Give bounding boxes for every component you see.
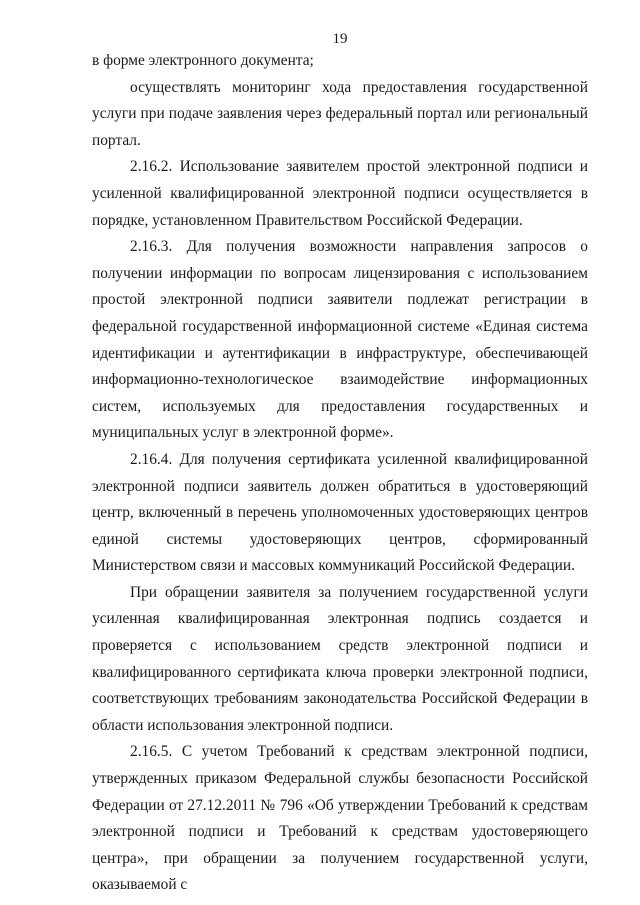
paragraph-2-16-4: 2.16.4. Для получения сертификата усиленной квалифицированной электронной подписи заявитель должен обратиться в удостоверяющий центр, включенный в перечень уполномоченных удостоверяющих центров единой системы удостоверяющих центров, сформированный Министерством связи и массовых коммуникаций Российской Федерации.: [92, 450, 588, 575]
paragraph-continuation: в форме электронного документа;: [92, 52, 314, 69]
paragraph-2-16-2: 2.16.2. Использование заявителем простой электронной подписи и усиленной квалифицированной электронной подписи осуществляется в порядке, установленном Правительством Российской Федерации.: [92, 158, 588, 229]
paragraph-signature-verification: При обращении заявителя за получением государственной услуги усиленная квалифицированная электронная подпись создается и проверяется с использованием средств электронной подписи и квалифицированного сертификата ключа проверки электронной подписи, соответствующих требованиям законодательства Российской Федерации в области использования электронной подписи.: [92, 583, 588, 734]
page-number: 19: [332, 31, 348, 47]
paragraph-2-16-5: 2.16.5. С учетом Требований к средствам электронной подписи, утвержденных приказом Федеральной службы безопасности Российской Федерации от 27.12.2011 № 796 «Об утверждении Требований к средствам электронной подписи и Требований к средствам удостоверяющего центра», при обращении за получением государственной услуги, оказываемой с: [92, 743, 588, 894]
paragraph-monitoring: осуществлять мониторинг хода предоставления государственной услуги при подаче заявления через федеральный портал или региональный портал.: [92, 78, 588, 149]
body-text: [92, 48, 588, 899]
paragraph-2-16-3: 2.16.3. Для получения возможности направления запросов о получении информации по вопросам лицензирования с использованием простой электронной подписи заявители подлежат регистрации в федеральной государственной информационной системе «Единая система идентификации и аутентификации в инфраструктуре, обеспечивающей информационно-технологическое взаимодействие информационных систем, используемых для предоставления государственных и муниципальных услуг в электронной форме».: [92, 238, 588, 442]
